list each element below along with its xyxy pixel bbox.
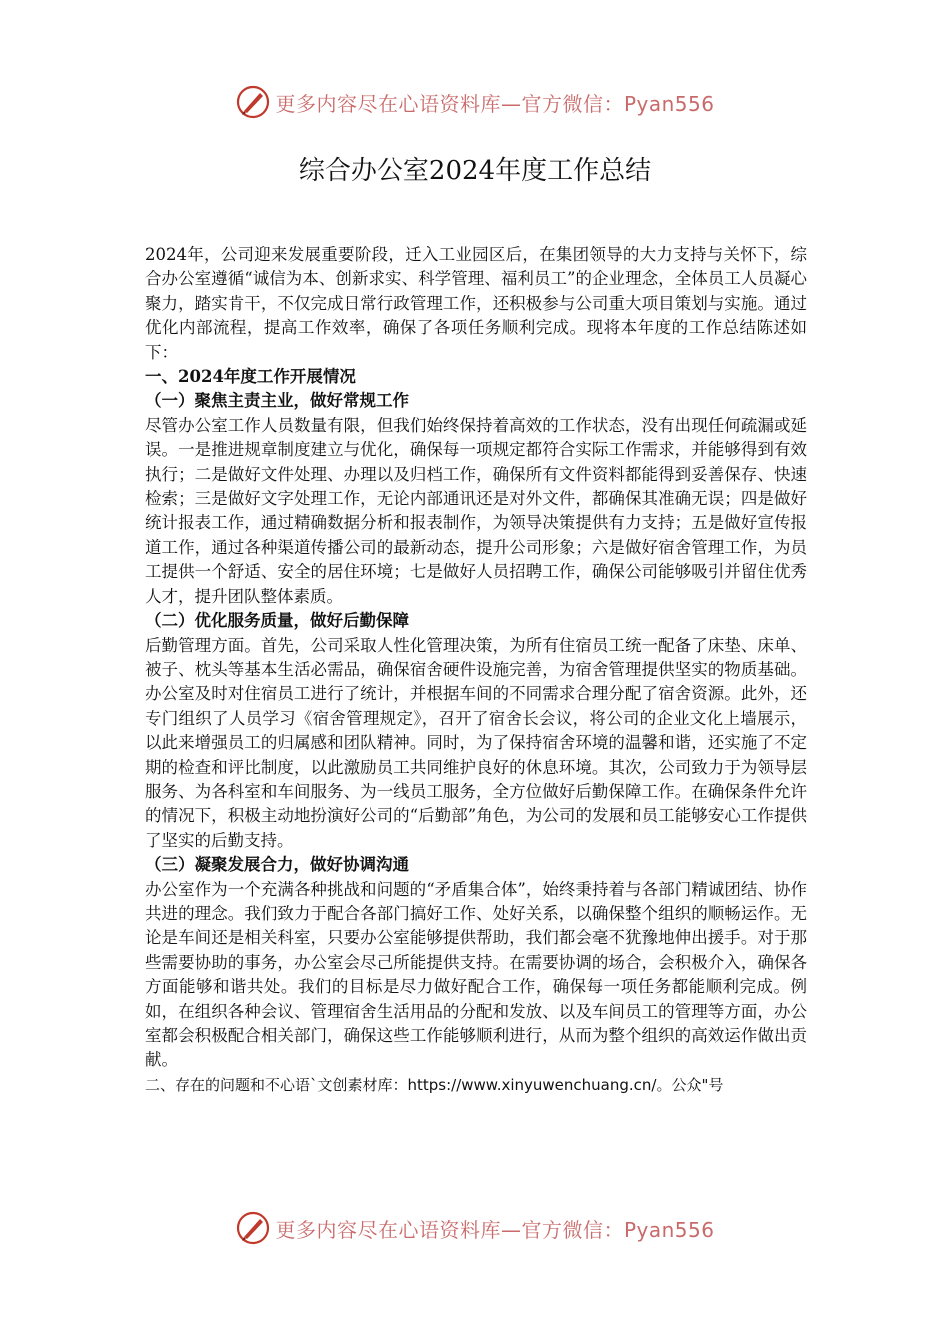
document-body (145, 243, 807, 1097)
banner-text: 更多内容尽在心语资料库—官方微信：Pyan556 (275, 1217, 715, 1242)
section-1-heading: 一、2024年度工作开展情况 (145, 367, 356, 387)
subsection-3-body: 办公室作为一个充满各种挑战和问题的“矛盾集合体”，始终秉持着与各部门精诚团结、协作共进的理念。我们致力于配合各部门搞好工作、处好关系，以确保整个组织的顺畅运作。无论是车间还是相关科室，只要办公室能够提供帮助，我们都会毫不犹豫地伸出援手。对于那些需要协助的事务，办公室会尽己所能提供支持。在需要协调的场合，会积极介入，确保各方面能够和谐共处。我们的目标是尽力做好配合工作，确保每一项任务都能顺利完成。例如，在组织各种会议、管理宿舍生活用品的分配和发放、以及车间员工的管理等方面，办公室都会积极配合相关部门，确保这些工作能够顺利进行，从而为整个组织的高效运作做出贡献。 (145, 879, 807, 1070)
subsection-1-body: 尽管办公室工作人员数量有限，但我们始终保持着高效的工作状态，没有出现任何疏漏或延误。一是推进规章制度建立与优化，确保每一项规定都符合实际工作需求，并能够得到有效执行；二是做好文件处理、办理以及归档工作，确保所有文件资料都能得到妥善保存、快速检索；三是做好文字处理工作，无论内部通讯还是对外文件，都确保其准确无误；四是做好统计报表工作，通过精确数据分析和报表制作，为领导决策提供有力支持；五是做好宣传报道工作，通过各种渠道传播公司的最新动态，提升公司形象；六是做好宿舍管理工作，为员工提供一个舒适、安全的居住环境；七是做好人员招聘工作，确保公司能够吸引并留住优秀人才，提升团队整体素质。 (145, 415, 807, 606)
footer-banner (0, 1208, 950, 1248)
header-banner (0, 82, 950, 122)
intro-paragraph: 2024年，公司迎来发展重要阶段，迁入工业园区后，在集团领导的大力支持与关怀下，综合办公室遵循“诚信为本、创新求实、科学管理、福利员工”的企业理念，全体员工人员凝心聚力，踏实肯干，不仅完成日常行政管理工作，还积极参与公司重大项目策划与实施。通过优化内部流程，提高工作效率，确保了各项任务顺利完成。现将本年度的工作总结陈述如下： (145, 245, 807, 362)
pen-logo-icon (235, 1210, 271, 1246)
banner-text: 更多内容尽在心语资料库—官方微信：Pyan556 (275, 91, 715, 116)
section-2-heading: 二、存在的问题和不心语`文创素材库：https://www.xinyuwenchuang.cn/。公众"号 (145, 1075, 724, 1094)
subsection-2-heading: （二）优化服务质量，做好后勤保障 (145, 611, 409, 631)
subsection-3-heading: （三）凝聚发展合力，做好协调沟通 (145, 855, 409, 875)
subsection-2-body: 后勤管理方面。首先，公司采取人性化管理决策，为所有住宿员工统一配备了床垫、床单、被子、枕头等基本生活必需品，确保宿舍硬件设施完善，为宿舍管理提供坚实的物质基础。办公室及时对住宿员工进行了统计，并根据车间的不同需求合理分配了宿舍资源。此外，还专门组织了人员学习《宿舍管理规定》，召开了宿舍长会议，将公司的企业文化上墙展示，以此来增强员工的归属感和团队精神。同时，为了保持宿舍环境的温馨和谐，还实施了不定期的检查和评比制度，以此激励员工共同维护良好的休息环境。其次，公司致力于为领导层服务、为各科室和车间服务、为一线员工服务，全方位做好后勤保障工作。在确保条件允许的情况下，积极主动地扮演好公司的“后勤部”角色，为公司的发展和员工能够安心工作提供了坚实的后勤支持。 (145, 635, 807, 850)
subsection-1-heading: （一）聚焦主责主业，做好常规工作 (145, 391, 409, 411)
pen-logo-icon (235, 84, 271, 120)
page-title: 综合办公室2024年度工作总结 (298, 156, 652, 186)
